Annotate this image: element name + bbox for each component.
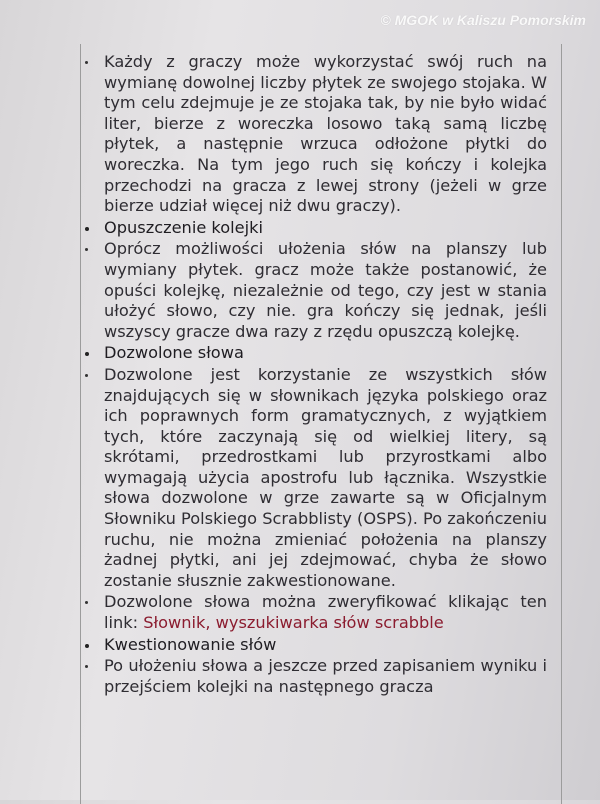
dictionary-link[interactable]: Słownik, wyszukiwarka słów scrabble [143,613,444,633]
verify-text: Dozwolone słowa można zweryfikować klikając ten link: [104,592,547,633]
document-page [80,44,562,804]
paragraph-allowed-words: Dozwolone jest korzystanie ze wszystkich słów znajdujących się w słownikach języka polskiego oraz ich poprawnych form gramatycznych, z wyjątkiem tych, które zaczynają się od wielkiej litery, są skrótami, przedrostkami lub przyrostkami albo wymagają użycia apostrofu lub łącznika. Wszystkie słowa dozwolone w grze zawarte są w Oficjalnym Słowniku Polskiego Scrabblisty (OSPS). Po zakończeniu ruchu, nie można zmieniać położenia na planszy żadnej płytki, ani jej zdejmować, chyba że słowo zostanie słusznie zakwestionowane. [95,365,547,592]
heading-challenging-words: Kwestionowanie słów [95,635,547,656]
heading-allowed-words: Dozwolone słowa [95,343,547,364]
paragraph-skip-turn: Oprócz możliwości ułożenia słów na planszy lub wymiany płytek. gracz może także postanowić, że opuści kolejkę, niezależnie od tego, czy jest w stania ułożyć słowo, czy nie. gra kończy się jednak, jeśli wszyscy gracze dwa razy z rzędu opuszczą kolejkę. [95,239,547,342]
paragraph-challenging-words: Po ułożeniu słowa a jeszcze przed zapisaniem wyniku i przejściem kolejki na następnego gracza [95,656,547,697]
paragraph-verify-link [95,592,547,633]
rules-text [95,52,547,698]
watermark: © MGOK w Kaliszu Pomorskim [380,12,586,28]
heading-skip-turn: Opuszczenie kolejki [95,218,547,239]
paragraph-exchange: Każdy z graczy może wykorzystać swój ruch na wymianę dowolnej liczby płytek ze swojego stojaka. W tym celu zdejmuje je ze stojaka tak, by nie było widać liter, bierze z woreczka losowo taką samą liczbę płytek, a następnie wrzuca odłożone płytki do woreczka. Na tym jego ruch się kończy i kolejka przechodzi na gracza z lewej strony (jeżeli w grze bierze udział więcej niż dwu graczy). [95,52,547,217]
